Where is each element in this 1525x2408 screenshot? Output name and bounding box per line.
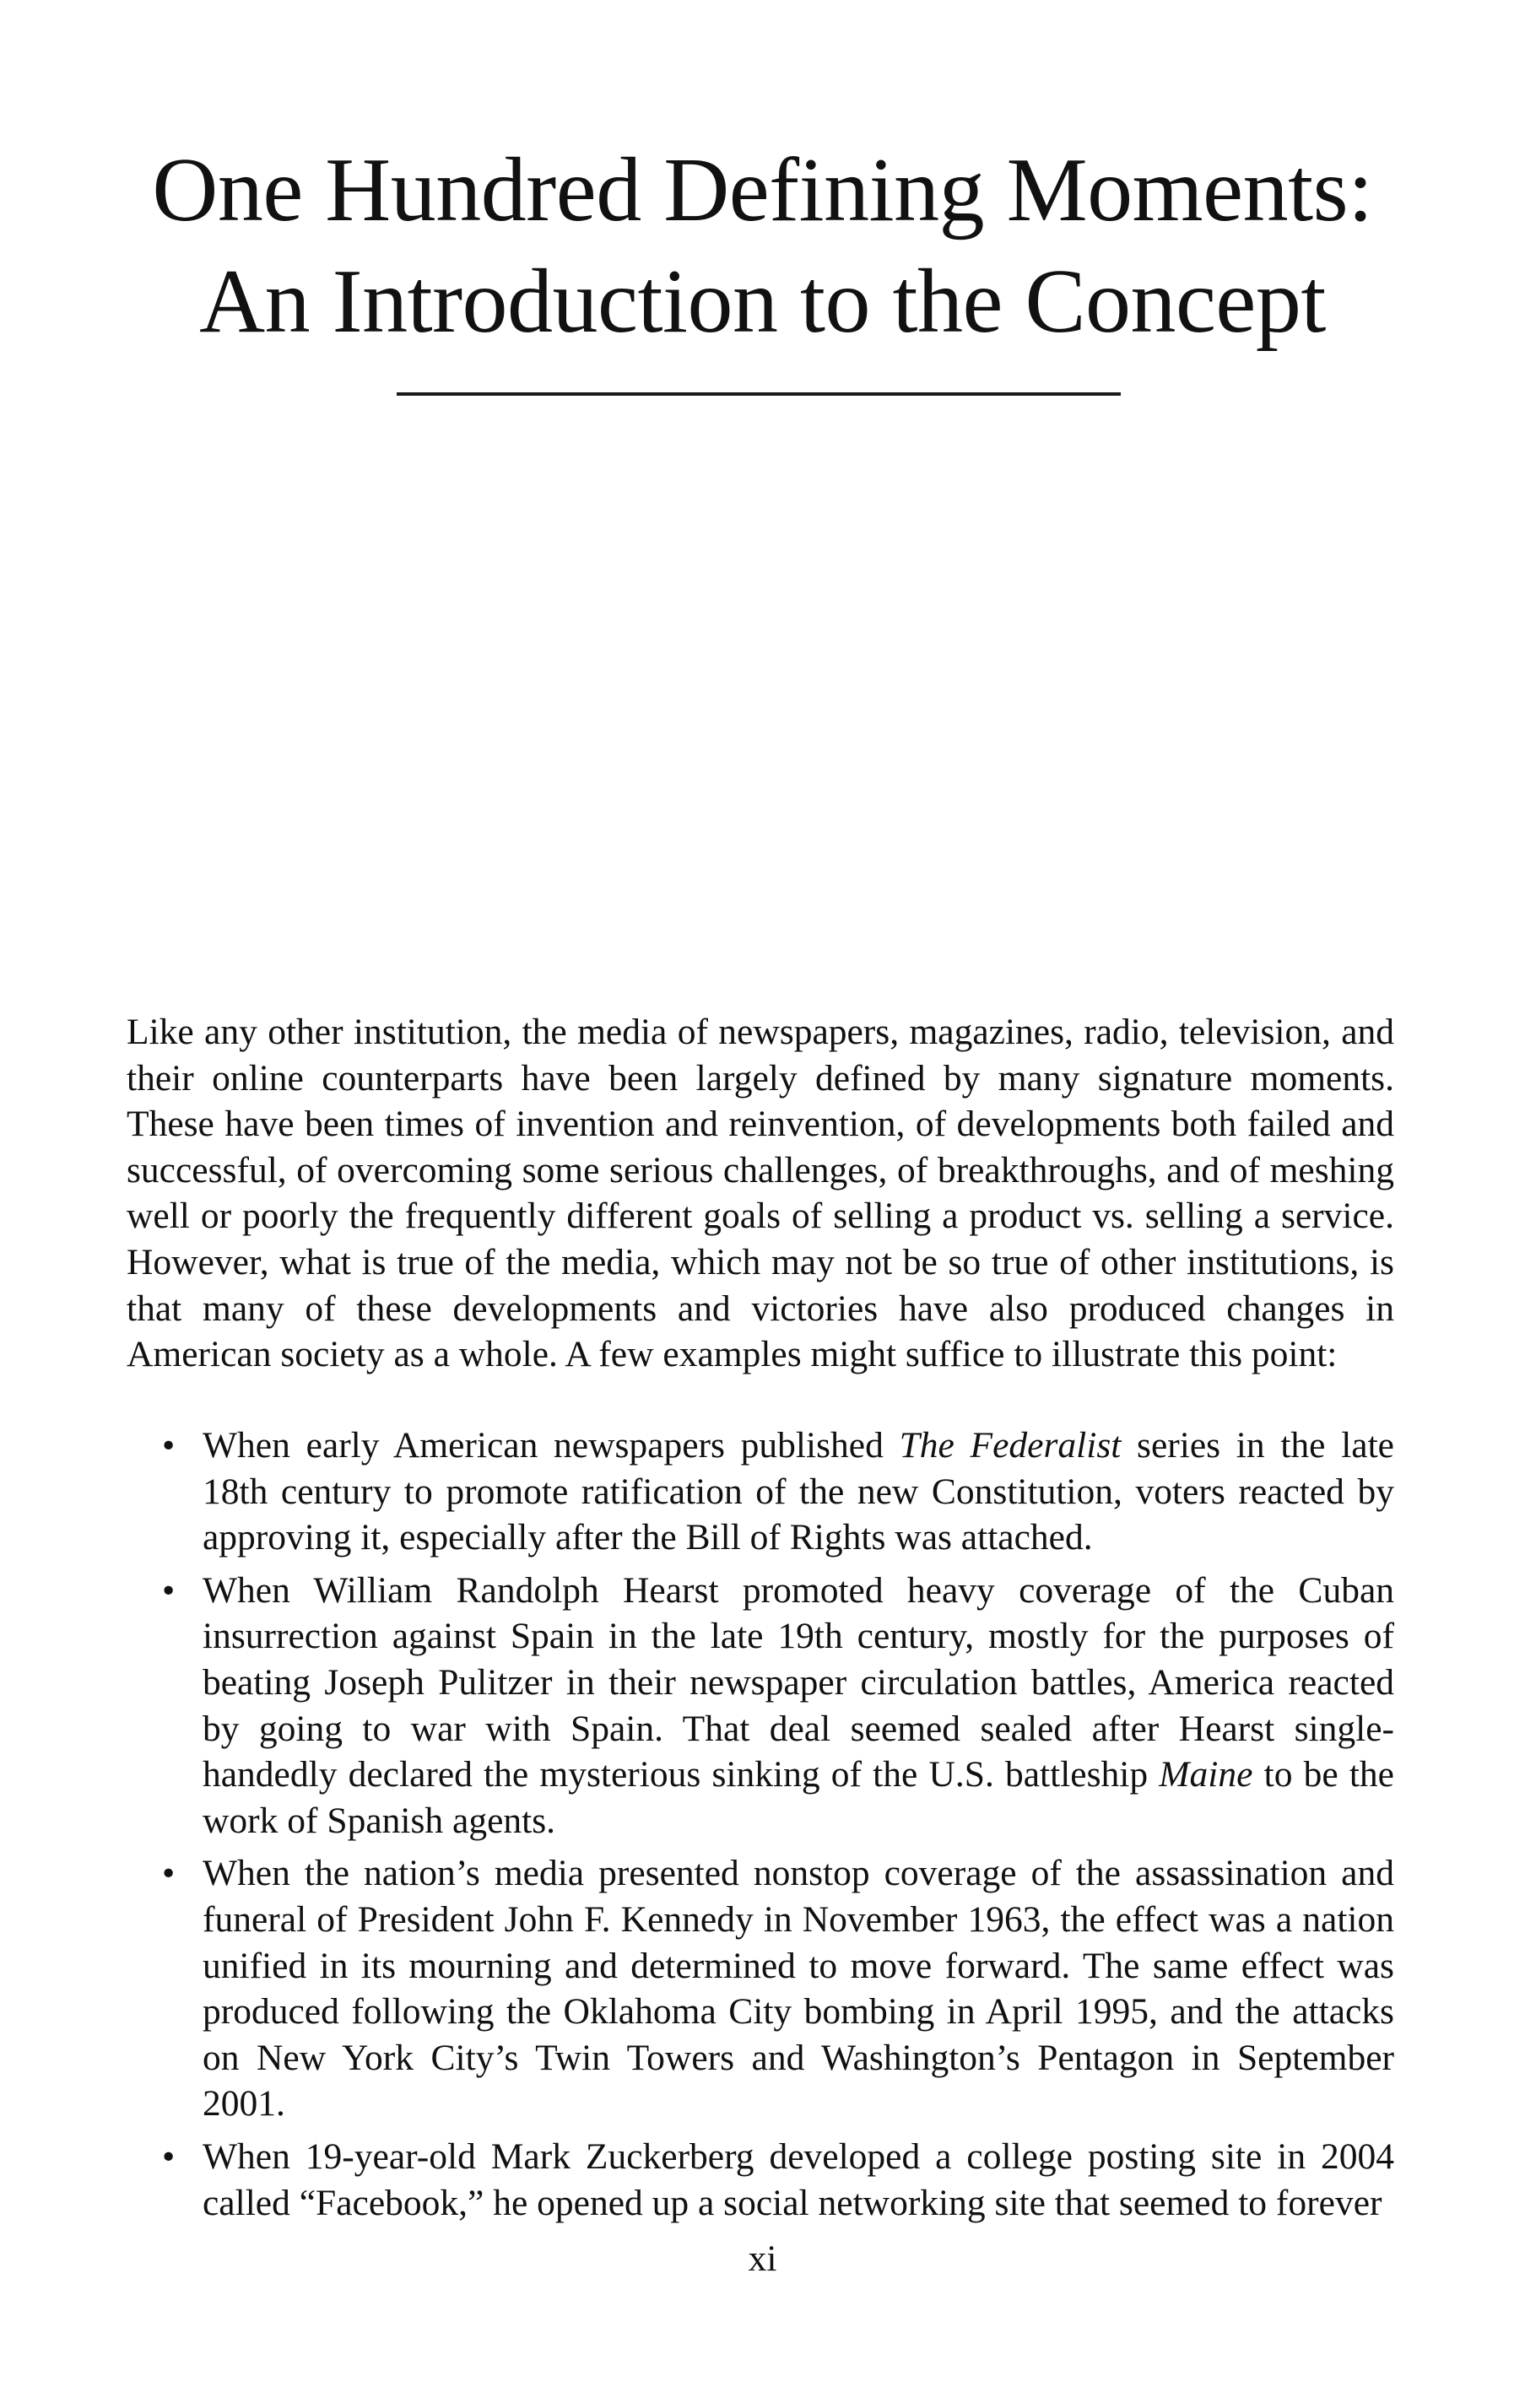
list-item-text: When 19-year-old Mark Zuckerberg developed a college posting site in 2004 called “Facebook,” he opened up a social networking site that seemed to forever (203, 2135, 1394, 2223)
intro-paragraph: Like any other institution, the media of newspapers, magazines, radio, television, and their online counterparts have been largely defined by many signature moments. These have been times of invention and reinvention, of developments both failed and successful, of overcoming some serious challenges, of breakthroughs, and of meshing well or poorly the frequently different goals of selling a product vs. selling a service. However, what is true of the media, which may not be so true of other institutions, is that many of these developments and victories have also produced changes in American society as a whole. A few examples might suffice to illustrate this point: (127, 1012, 1394, 1375)
list-item (162, 2134, 1394, 2226)
list-item (162, 1423, 1394, 1561)
bullet-icon: • (162, 1853, 176, 1894)
chapter-title-line-2: An Introduction to the Concept (199, 251, 1326, 352)
bullet-icon: • (162, 1569, 176, 1611)
chapter-title-line-1: One Hundred Defining Moments: (152, 140, 1373, 240)
list-item-text: When early American newspapers published (203, 1425, 900, 1466)
title-rule (397, 392, 1121, 396)
examples-list (162, 1423, 1394, 2233)
publication-title: The Federalist (899, 1425, 1122, 1466)
list-item (162, 1568, 1394, 1844)
list-item-text: When William Randolph Hearst promoted heavy coverage of the Cuban insurrection against Spain in the late 19th century, mostly for the purposes of beating Joseph Pulitzer in their newspaper circulation battles, America reacted by going to war with Spain. That deal seemed sealed after Hearst single-handedly declared the mysterious sinking of the U.S. battleship (203, 1569, 1394, 1795)
list-item-text: to be the work of Spanish agents. (203, 1754, 1394, 1841)
list-item-text: series in the late 18th century to promote ratification of the new Constitution, voters reacted by approving it, especially after the Bill of Rights was attached. (203, 1425, 1394, 1558)
bullet-icon: • (162, 1425, 176, 1466)
ship-name: Maine (1159, 1754, 1253, 1795)
chapter-title (0, 135, 1525, 358)
bullet-icon: • (162, 2135, 176, 2177)
page-number: xi (748, 2238, 777, 2279)
list-item-text: When the nation’s media presented nonstop coverage of the assassination and funeral of President John F. Kennedy in November 1963, the effect was a nation unified in its mourning and determined to move forward. The same effect was produced following the Oklahoma City bombing in April 1995, and the attacks on New York City’s Twin Towers and Washington’s Pentagon in September 2001. (203, 1853, 1394, 2125)
list-item (162, 1850, 1394, 2127)
